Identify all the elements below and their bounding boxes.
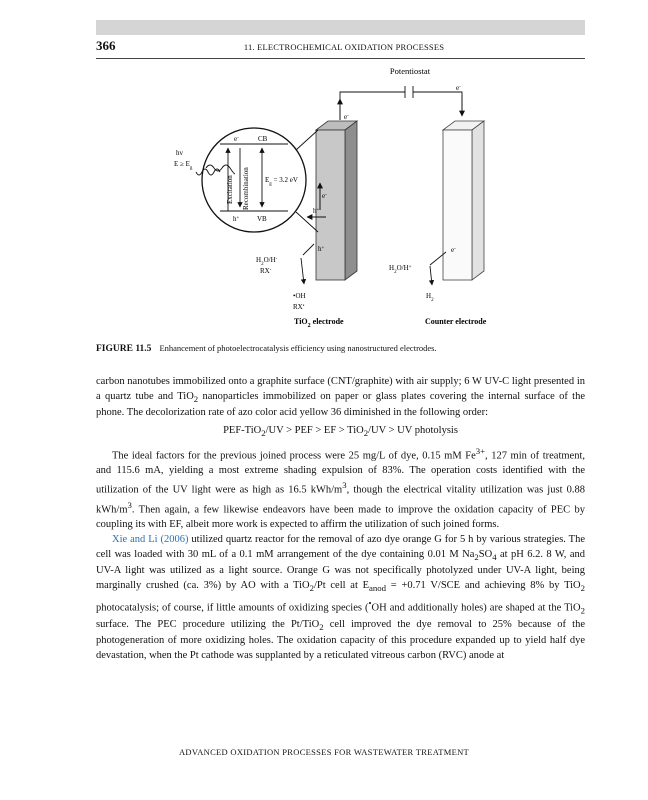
cb-electron: e- (234, 135, 239, 143)
citation-link[interactable]: Xie and Li (2006) (112, 534, 189, 546)
tio2-electrode (316, 121, 357, 280)
reaction-line (303, 244, 314, 255)
potentiostat-label: Potentiostat (389, 66, 431, 76)
page-number: 366 (96, 38, 116, 53)
recombination-label: Recombination (242, 167, 250, 210)
hv-label: hv (176, 149, 183, 157)
hole-label: h+ (313, 207, 320, 215)
paragraph: Xie and Li (2006) utilized quartz reactor for the removal of azo dye orange G for 5 h by various strategies. The cell was loaded with 30 mL of a 0.1 mM arrangement of the dye containing 0.01 M $Na_2SO_4$ at pH 6.2. 8 W, and UV-A light was utilized as a light source. Orange G was not specifically photolyzed under UV-A light, being marginally crushed (ca. 3%) by AO with a TiO$_2$/Pt cell at $E_{anod} = +0.71$ V/SCE and achieving 8% by TiO$_2$ photocatalysis; of course, if little amounts of oxidizing species (•OH and additionally holes) are shaped at the TiO$_2$ surface. The PEC procedure utilizing the Pt/TiO$_2$ cell improved the dye removal to 25% because of the photogeneration of more oxidizing holes. The oxidation capacity of this procedure expanded up to yield half dye devastation, when the Pt cathode was supplanted by a reticulated vitreous carbon (RVC) anode at (96, 534, 585, 662)
circuit-wire (340, 86, 462, 112)
rx-left-label: RX- (260, 267, 272, 275)
electron-label: e- (344, 113, 349, 121)
band-gap-label: $E_g = 3.2$ eV (265, 176, 298, 187)
electron-label: e- (451, 246, 456, 254)
reaction-arrow (430, 266, 432, 285)
cb-label: CB (258, 135, 268, 143)
running-footer: ADVANCED OXIDATION PROCESSES FOR WASTEWATER TREATMENT (178, 747, 470, 757)
reaction-arrow (301, 258, 304, 284)
rx-radical-label: RX• (293, 303, 305, 311)
paragraph: carbon nanotubes immobilized onto a graphite surface (CNT/graphite) with air supply; 6 W UV-C light presented in a quartz tube and TiO$_2$ nanoparticles immobilized on paper or glass plates covering the internal surface of the phone. The decolorization rate of azo color acid yellow 36 diminished in the following order: (96, 376, 585, 419)
electron-label: e- (456, 84, 461, 92)
photon-energy-label: $E \ge E_g$ (174, 160, 193, 171)
oh-radical-label: •OH (293, 292, 306, 300)
excitation-label: Excitation (226, 175, 234, 204)
vb-hole: h+ (233, 215, 240, 223)
counter-electrode (443, 121, 484, 280)
tio2-electrode-label: TiO$_2$ electrode (294, 317, 344, 329)
water-left-label: $H_2O/H^-$ (256, 256, 278, 267)
paragraph: The ideal factors for the previous joined process were 25 mg/L of dye, 0.15 mM $Fe^{3+}$, 127 min of treatment, and 115.6 mA, yielding a most extreme shading expulsion of 83%. The operation costs identified with the utilization of the UV light were as high as 16.5 kWh/$m^3$, though the electrical vitality utilization was just 0.88 kWh/$m^3$. Then again, a few likewise endeavors have been made to improve the oxidation capacity of PEC by coupling its with EF, albeit more work is expected to affirm the utilization of such joined forms. (96, 445, 585, 531)
water-right-label: $H_2O/H^+$ (389, 264, 412, 275)
header-rule (96, 58, 585, 59)
h2-label: $H_2$ (426, 292, 434, 303)
header-bar (96, 20, 585, 35)
equation: PEF-TiO$_2$/UV > PEF > EF > TiO$_2$/UV > UV photolysis (223, 424, 458, 438)
body-text (96, 375, 585, 664)
electron-label: e- (322, 192, 327, 200)
counter-electrode-label: Counter electrode (425, 317, 487, 326)
figure-diagram (0, 60, 648, 340)
hole-label: h+ (318, 245, 325, 253)
vb-label: VB (257, 215, 267, 223)
figure-caption: FIGURE 11.5 Enhancement of photoelectrocatalysis efficiency using nanostructured electrodes. (96, 343, 437, 354)
running-head: 11. ELECTROCHEMICAL OXIDATION PROCESSES (243, 42, 445, 52)
